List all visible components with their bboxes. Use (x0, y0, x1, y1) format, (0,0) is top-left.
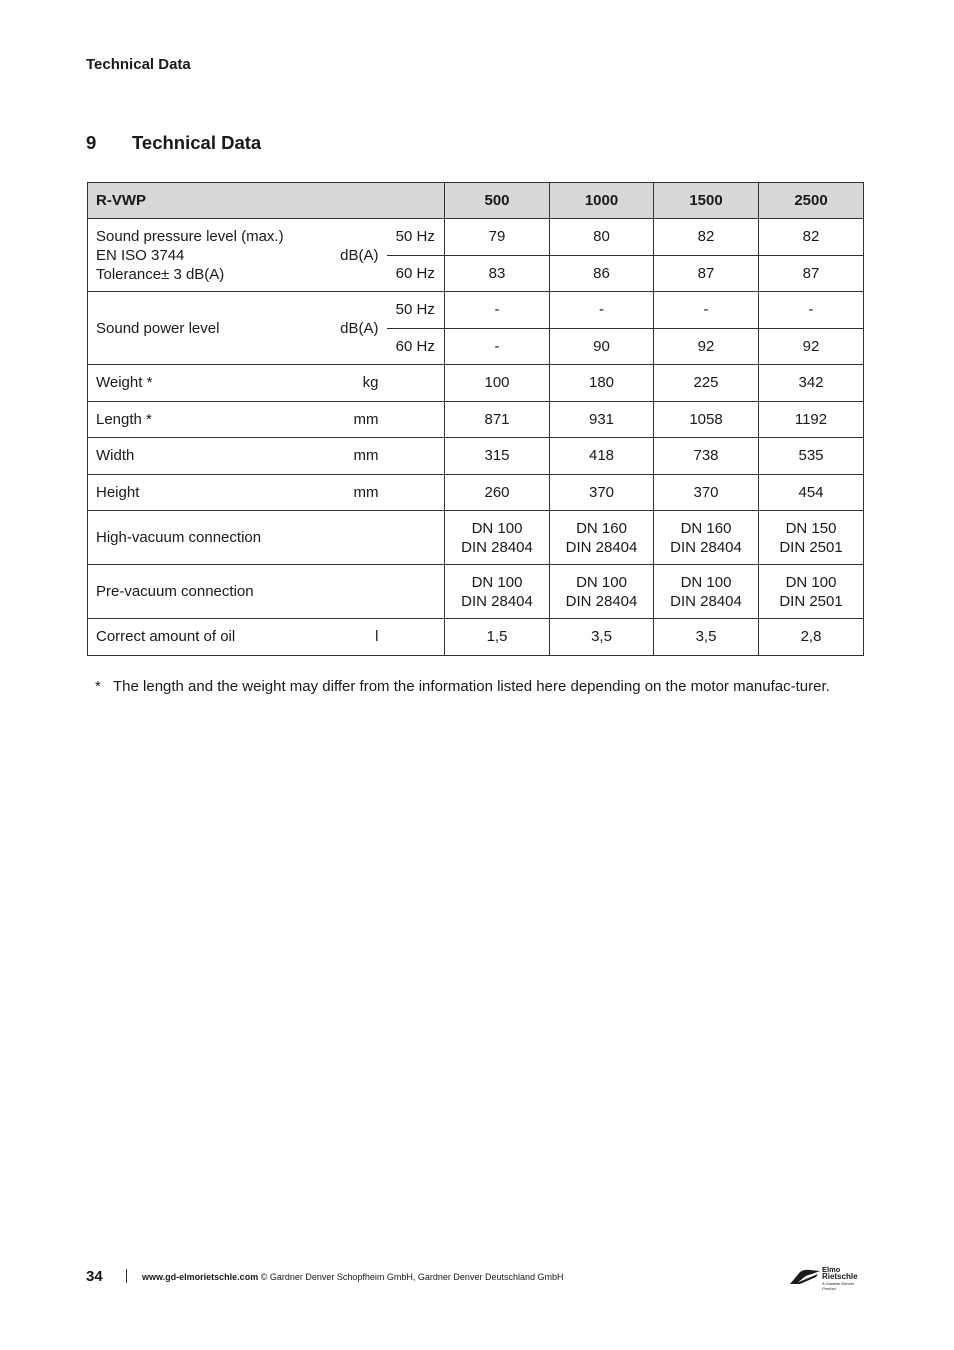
table-row (88, 401, 864, 438)
unit-label: dB(A) (340, 319, 379, 337)
table-cell: DN 100 DIN 28404 (550, 565, 654, 619)
unit-label: l (375, 628, 379, 646)
table-cell: - (654, 292, 759, 329)
table-cell: - (445, 328, 550, 365)
table-cell: 1058 (654, 401, 759, 438)
table-row (88, 438, 864, 475)
column-header: 1500 (654, 183, 759, 219)
column-header: 2500 (759, 183, 864, 219)
table-cell: 418 (550, 438, 654, 475)
frequency-label: 60 Hz (387, 255, 445, 292)
technical-data-table (87, 182, 864, 656)
table-cell: 370 (654, 474, 759, 511)
row-label: High-vacuum connection (96, 529, 262, 546)
row-label: Correct amount of oil (96, 628, 236, 646)
footer-text (142, 1272, 563, 1282)
table-cell: 87 (654, 255, 759, 292)
page-number: 34 (86, 1268, 103, 1285)
table-cell: 260 (445, 474, 550, 511)
table-cell: - (445, 292, 550, 329)
footer-divider (126, 1269, 127, 1283)
table-cell: DN 150 DIN 2501 (759, 511, 864, 565)
table-cell: 342 (759, 365, 864, 402)
model-header: R-VWP (88, 183, 445, 219)
table-cell: 80 (550, 219, 654, 256)
table-row (88, 219, 864, 256)
table-cell: 83 (445, 255, 550, 292)
table-cell: 3,5 (654, 619, 759, 656)
row-label-cell (88, 292, 387, 365)
table-cell: 3,5 (550, 619, 654, 656)
row-label: Sound pressure level (max.) (96, 227, 284, 245)
table-cell: 82 (654, 219, 759, 256)
table-row (88, 511, 864, 565)
table-cell: - (759, 292, 864, 329)
unit-label: dB(A) (340, 246, 379, 264)
table-cell: 535 (759, 438, 864, 475)
row-label-cell (88, 401, 387, 438)
empty-cell (387, 365, 445, 402)
row-label-cell (88, 219, 387, 292)
table-cell: DN 160 DIN 28404 (550, 511, 654, 565)
table-cell: DN 100 DIN 28404 (445, 565, 550, 619)
table-row (88, 292, 864, 329)
table-cell: DN 160 DIN 28404 (654, 511, 759, 565)
page-footer (86, 1265, 866, 1291)
frequency-label: 50 Hz (387, 292, 445, 329)
table-cell: 931 (550, 401, 654, 438)
footnote (95, 677, 855, 696)
row-label: Weight * (96, 374, 153, 392)
row-label-cell (88, 474, 387, 511)
table-cell: 1,5 (445, 619, 550, 656)
table-cell: DN 100 DIN 28404 (445, 511, 550, 565)
running-header: Technical Data (86, 56, 191, 73)
empty-cell (387, 511, 445, 565)
row-label-cell (88, 511, 387, 565)
column-header: 1000 (550, 183, 654, 219)
empty-cell (387, 565, 445, 619)
table-cell: 180 (550, 365, 654, 402)
table-cell: 82 (759, 219, 864, 256)
table-row (88, 619, 864, 656)
table-cell: 315 (445, 438, 550, 475)
table-row (88, 365, 864, 402)
unit-label: mm (353, 410, 379, 428)
logo-text: Elmo (822, 1265, 841, 1274)
unit-label: mm (353, 483, 379, 501)
frequency-label: 50 Hz (387, 219, 445, 256)
table-cell: 2,8 (759, 619, 864, 656)
table-cell: DN 100 DIN 2501 (759, 565, 864, 619)
empty-cell (387, 474, 445, 511)
empty-cell (387, 438, 445, 475)
website-link[interactable]: www.gd-elmorietschle.com (142, 1272, 259, 1282)
table-cell: 871 (445, 401, 550, 438)
row-label: Tolerance± 3 dB(A) (96, 265, 225, 283)
empty-cell (387, 401, 445, 438)
row-label: Width (96, 447, 135, 465)
table-cell: 454 (759, 474, 864, 511)
logo-tagline: A Gardner Denver Product (822, 1281, 855, 1291)
column-header: 500 (445, 183, 550, 219)
logo-swoosh-icon (788, 1268, 822, 1286)
row-label: Pre-vacuum connection (96, 583, 254, 600)
table-cell: 92 (759, 328, 864, 365)
table-cell: 100 (445, 365, 550, 402)
footnote-marker: * (95, 678, 101, 695)
table-cell: 90 (550, 328, 654, 365)
table-cell: 92 (654, 328, 759, 365)
row-label-cell (88, 438, 387, 475)
row-label: Length * (96, 410, 152, 428)
row-label-cell (88, 565, 387, 619)
table-cell: 87 (759, 255, 864, 292)
table-row (88, 474, 864, 511)
table-cell: 738 (654, 438, 759, 475)
frequency-label: 60 Hz (387, 328, 445, 365)
table-cell: 1192 (759, 401, 864, 438)
footnote-text: The length and the weight may differ from the information listed here depending on the motor manufac-turer. (113, 678, 830, 695)
row-label: EN ISO 3744 (96, 246, 185, 264)
row-label: Sound power level (96, 319, 220, 337)
row-label-cell (88, 365, 387, 402)
table-cell: 79 (445, 219, 550, 256)
unit-label: kg (362, 374, 379, 392)
section-heading (86, 132, 261, 154)
unit-label: mm (353, 447, 379, 465)
row-label: Height (96, 483, 140, 501)
copyright-text: © Gardner Denver Schopfheim GmbH, Gardner Denver Deutschland GmbH (260, 1272, 564, 1282)
table-cell: 86 (550, 255, 654, 292)
elmo-rietschle-logo (788, 1265, 866, 1291)
table-row (88, 565, 864, 619)
section-number: 9 (86, 132, 97, 153)
table-cell: 225 (654, 365, 759, 402)
table-cell: - (550, 292, 654, 329)
empty-cell (387, 619, 445, 656)
row-label-cell (88, 619, 387, 656)
table-cell: 370 (550, 474, 654, 511)
table-cell: DN 100 DIN 28404 (654, 565, 759, 619)
section-title: Technical Data (132, 132, 262, 153)
logo-text: Rietschle (822, 1272, 858, 1281)
